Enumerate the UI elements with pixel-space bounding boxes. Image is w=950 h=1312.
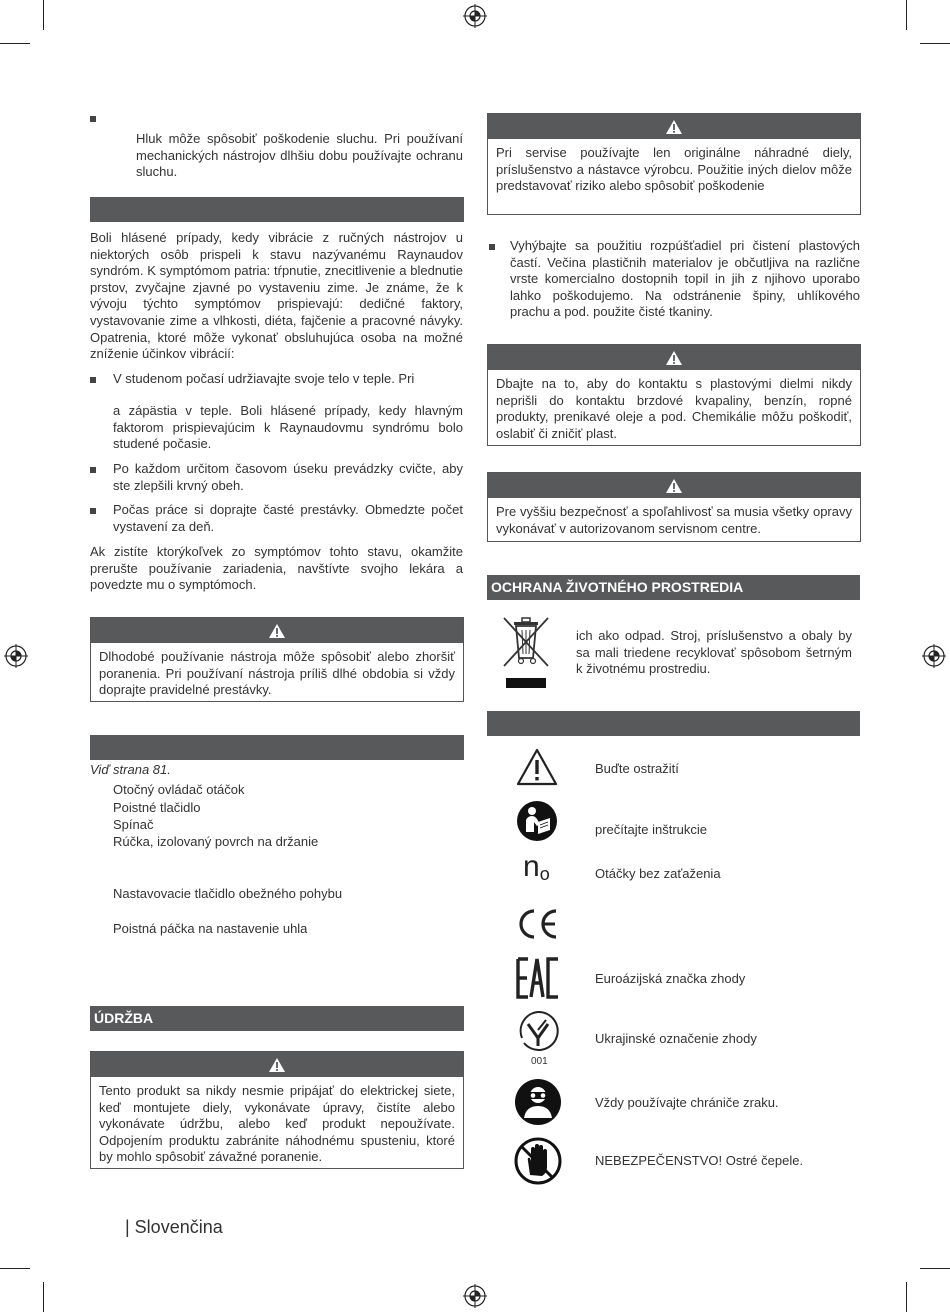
crop-mark [0, 43, 30, 44]
bullet-icon [90, 116, 96, 122]
registration-mark-icon [463, 4, 487, 28]
crop-mark [43, 0, 44, 30]
warning-triangle-icon [665, 350, 683, 366]
footer-language: | Slovenčina [125, 1217, 223, 1237]
part-item: Otočný ovládač otáčok [113, 782, 245, 797]
part-item: Poistné tlačidlo [113, 800, 201, 815]
vibration-bullet-2: Po každom určitom časovom úseku prevádzky cvičte, aby ste zlepšili krvný obeh. [113, 461, 463, 493]
warning-text: Pre vyššiu bezpečnosť a spoľahlivosť sa musia všetky opravy vykonávať v autorizovanom servisnom centre. [496, 504, 852, 536]
vibration-bullet-1b: a zápästia v teple. Boli hlásené prípady, kedy hlavným faktorom prispievajúcim k Raynaudovmu syndrómu bolo studené počasie. [113, 403, 463, 452]
warning-box-1 [90, 617, 464, 702]
environment-text: ich ako odpad. Stroj, príslušenstvo a obaly by sa mali triedene recyklovať spôsobom šetrným k životnému prostrediu. [576, 628, 852, 677]
warning-triangle-icon [665, 478, 683, 494]
part-item: Rúčka, izolovaný povrch na držanie [113, 834, 319, 849]
crop-mark [43, 1282, 44, 1312]
warning-text: Dlhodobé používanie nástroja môže spôsobiť alebo zhoršiť poranenia. Pri používaní nástroja príliš dlhé obdobia si vždy doprajte pravidelné prestávky. [99, 649, 455, 698]
vibration-outro: Ak zistíte ktorýkoľvek zo symptómov tohto stavu, okamžite prerušte používanie zariadenia, navštívte svojho lekára a povedzte mu o symptómoch. [90, 544, 463, 593]
no-load-speed-sub: o [539, 864, 550, 884]
warning-triangle-icon [268, 1057, 286, 1073]
part-item: Spínač [113, 817, 154, 832]
warning-header [488, 114, 860, 139]
crop-mark [920, 1268, 950, 1269]
bullet-icon [489, 244, 495, 250]
vibration-section-header [90, 197, 464, 222]
warning-header [488, 345, 860, 370]
symbol-label-ua: Ukrajinské označenie zhody [595, 1031, 757, 1046]
alert-triangle-icon [516, 748, 558, 786]
crop-mark [906, 1282, 907, 1312]
ce-mark-icon [516, 908, 560, 940]
hearing-warning-text: Hluk môže spôsobiť poškodenie sluchu. Pri používaní mechanických nástrojov dlhšiu dobu používajte ochranu sluchu. [136, 131, 463, 180]
warning-triangle-icon [665, 119, 683, 135]
weee-bin-icon [500, 612, 552, 692]
warning-box-3 [487, 113, 861, 215]
symbol-label-alert: Buďte ostražití [595, 761, 679, 776]
ukraine-conformity-icon [516, 1010, 560, 1056]
description-section-header [90, 735, 464, 760]
ukraine-code: 001 [531, 1056, 548, 1067]
registration-mark-icon [922, 644, 946, 668]
eye-protection-icon [514, 1078, 562, 1126]
warning-header [91, 1052, 463, 1077]
maintenance-section-header: ÚDRŽBA [90, 1006, 464, 1031]
vibration-intro: Boli hlásené prípady, kedy vibrácie z ručných nástrojov u niektorých osôb prispeli k stavu nazývanému Raynaudov syndróm. K symptómom patria: tŕpnutie, znecitlivenie a blednutie prstov, zvyčajne zjavné po vystaveniu zime. Je známe, že k vývoju týchto symptómov prispievajú: dedičné faktory, vystavovanie zime a vlhkosti, diéta, fajčenie a pracovné návyky. Opatrenia, ktoré môže vykonať obsluhujúca osoba na možné zníženie účinkov vibrácií: [90, 230, 463, 362]
see-page-ref: Viď strana 81. [90, 762, 171, 777]
symbol-label-blade: NEBEZPEČENSTVO! Ostré čepele. [595, 1153, 804, 1168]
warning-text: Tento produkt sa nikdy nesmie pripájať do elektrickej siete, keď montujete diely, vykonávate úpravy, čistíte alebo vykonávate údržbu, alebo keď produkt nepoužívate. Odpojením produktu zabránite náhodnému spusteniu, ktoré by mohlo spôsobiť závažné poranenie. [99, 1083, 455, 1165]
symbol-label-no-load: Otáčky bez zaťaženia [595, 866, 721, 881]
part-item: Nastavovacie tlačidlo obežného pohybu [113, 886, 343, 901]
solvent-bullet-text: Vyhýbajte sa použitiu rozpúšťadiel pri čistení plastových častí. Večina plastičnih materialov je občutljiva na različne vrste komercialno dostopnih topil in jih z njihovo uporabo lahko poškodujemo. Na odstránenie špiny, uhlíkového prachu a pod. použite čisté tkaniny. [510, 238, 860, 320]
vibration-bullet-1a: V studenom počasí udržiavajte svoje telo v teple. Pri [113, 371, 415, 386]
part-item: Poistná páčka na nastavenie uhla [113, 921, 308, 936]
no-load-speed-glyph: n [523, 850, 540, 883]
symbol-label-read: prečítajte inštrukcie [595, 822, 707, 837]
warning-box-5 [487, 472, 861, 542]
no-load-speed-icon [523, 852, 550, 889]
warning-box-2 [90, 1051, 464, 1169]
vibration-bullet-3: Počas práce si doprajte časté prestávky. Obmedzte počet vystavení za deň. [113, 502, 463, 534]
bullet-icon [90, 508, 96, 514]
crop-mark [906, 0, 907, 30]
registration-mark-icon [463, 1284, 487, 1308]
warning-text: Pri servise používajte len originálne náhradné diely, príslušenstvo a nástavce výrobcu. Použitie iných dielov môže predstavovať riziko alebo spôsobiť poškodenie [496, 145, 852, 194]
symbol-label-eye: Vždy používajte chrániče zraku. [595, 1095, 779, 1110]
environment-section-header: OCHRANA ŽIVOTNÉHO PROSTREDIA [487, 575, 860, 600]
crop-mark [920, 43, 950, 44]
warning-text: Dbajte na to, aby do kontaktu s plastovými dielmi nikdy neprišli do kontaktu brzdové kvapaliny, benzín, ropné produkty, prenikavé oleje a pod. Chemikálie môžu poškodiť, oslabiť či zničiť plast. [496, 376, 852, 441]
bullet-icon [90, 467, 96, 473]
warning-box-4 [487, 344, 861, 446]
eac-mark-icon [516, 957, 560, 999]
read-manual-icon [516, 800, 558, 842]
registration-mark-icon [4, 644, 28, 668]
sharp-blade-hand-icon [514, 1137, 562, 1185]
warning-triangle-icon [268, 623, 286, 639]
warning-header [91, 618, 463, 643]
bullet-icon [90, 377, 96, 383]
symbol-label-eac: Euroázijská značka zhody [595, 971, 746, 986]
crop-mark [0, 1268, 30, 1269]
warning-header [488, 473, 860, 498]
symbols-section-header [487, 711, 860, 736]
